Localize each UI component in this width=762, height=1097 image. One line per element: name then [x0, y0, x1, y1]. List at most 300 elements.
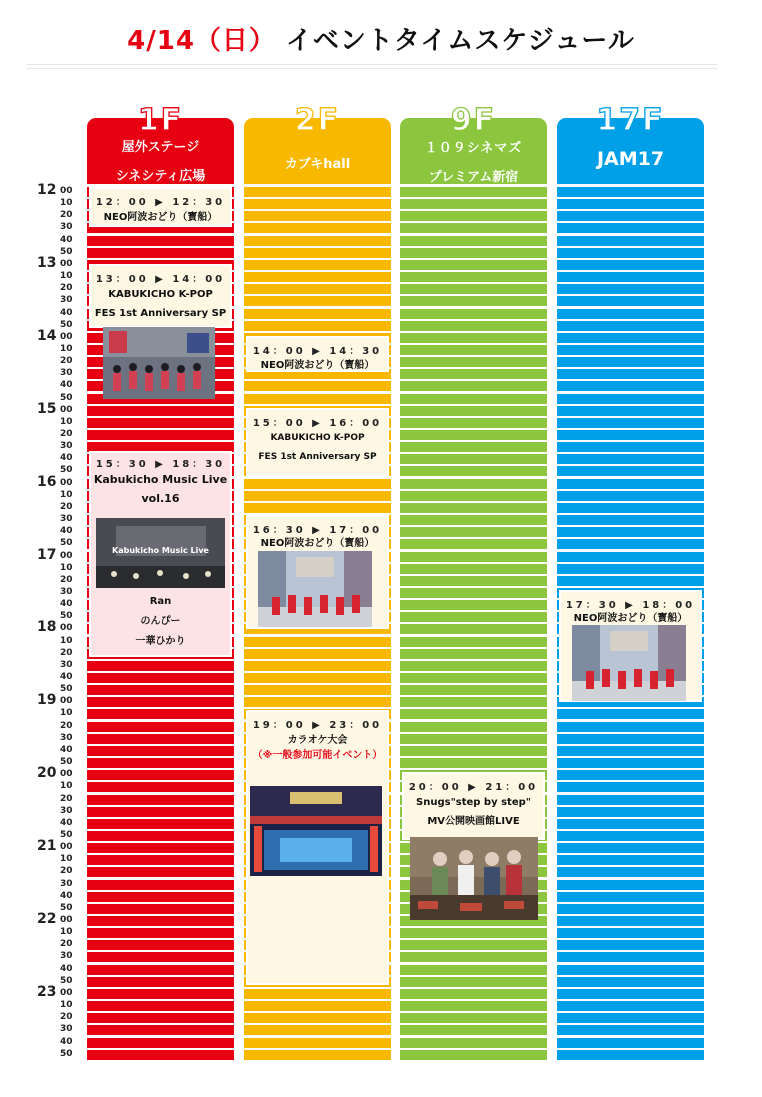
- time-slot: [400, 442, 547, 452]
- event-photo: [96, 518, 225, 588]
- minute-label: 30: [60, 586, 73, 597]
- minute-label: 20: [60, 939, 73, 950]
- time-slot: [400, 539, 547, 549]
- time-slot: [400, 491, 547, 501]
- time-slot: [557, 491, 704, 501]
- minute-label: 00: [60, 915, 73, 925]
- time-slot: [400, 466, 547, 476]
- hour-label: 18: [37, 619, 57, 636]
- event-card[interactable]: [246, 336, 389, 372]
- minute-label: 20: [60, 647, 73, 658]
- time-slot: [557, 223, 704, 233]
- time-slot: [557, 199, 704, 209]
- time-slot: [244, 1038, 391, 1048]
- time-slot: [557, 442, 704, 452]
- time-slot: [557, 333, 704, 343]
- minute-label: 00: [60, 550, 73, 561]
- event-time: 15：00 ▶ 16：00: [252, 418, 383, 429]
- minute-label: 10: [60, 708, 73, 719]
- event-time: 12：00 ▶ 12：30: [95, 197, 226, 208]
- time-slot: [244, 272, 391, 282]
- event-name: NEO阿波おどり（寳船）: [260, 360, 375, 371]
- minute-label: 40: [60, 453, 73, 464]
- time-slot: [244, 296, 391, 306]
- time-slot: [244, 1050, 391, 1060]
- event-name: NEO阿波おどり（寳船）: [260, 538, 375, 549]
- time-slot: [400, 564, 547, 574]
- time-slot: [400, 345, 547, 355]
- time-slot: [557, 309, 704, 319]
- hour-label: 19: [37, 692, 57, 709]
- performer-name: 一華ひかり: [135, 636, 186, 647]
- minute-label: 40: [60, 672, 73, 682]
- time-slot: [244, 199, 391, 209]
- floor-label-17f: 17F: [596, 103, 665, 138]
- time-slot: [400, 430, 547, 440]
- event-name: KABUKICHO K-POP FES 1st Anniversary SP: [94, 289, 227, 319]
- minute-label: 40: [60, 1036, 73, 1047]
- time-slot: [400, 1001, 547, 1011]
- minute-label: 30: [60, 659, 73, 670]
- time-slot: [400, 236, 547, 246]
- time-slot: [557, 722, 704, 732]
- time-slot: [244, 309, 391, 319]
- time-slot: [244, 989, 391, 999]
- event-name: Kabukicho Music Live vol.16: [93, 473, 228, 505]
- minute-label: 50: [60, 392, 73, 403]
- time-slot: [557, 503, 704, 513]
- minute-label: 50: [60, 1048, 73, 1059]
- hour-label: 15: [37, 400, 57, 417]
- event-card[interactable]: [402, 772, 545, 840]
- time-slot: [244, 491, 391, 501]
- minute-label: 50: [60, 319, 73, 330]
- title-text: イベントタイムスケジュール: [285, 26, 635, 56]
- minute-label: 00: [60, 331, 73, 342]
- minute-label: 30: [60, 514, 73, 525]
- time-slot: [400, 223, 547, 233]
- time-slot: [87, 1025, 234, 1035]
- event-time: 14：00 ▶ 14：30: [252, 346, 383, 357]
- event-time: 15：30 ▶ 18：30: [95, 459, 226, 470]
- time-slot: [557, 394, 704, 404]
- minute-label: 00: [60, 186, 73, 196]
- time-slot: [557, 782, 704, 792]
- time-slot: [244, 381, 391, 391]
- column-9f: [400, 103, 547, 1063]
- event-name: カラオケ大会: [287, 735, 348, 746]
- time-slot: [557, 515, 704, 525]
- time-slot: [244, 1025, 391, 1035]
- time-slot: [87, 709, 234, 719]
- minute-label: 50: [60, 902, 73, 913]
- time-slot: [400, 624, 547, 634]
- column-header-1f: [87, 103, 234, 184]
- minute-label: 20: [60, 429, 73, 439]
- time-slot: [244, 697, 391, 707]
- time-slot: [400, 637, 547, 647]
- time-slot: [400, 479, 547, 489]
- time-slot: [400, 284, 547, 294]
- time-slot: [244, 661, 391, 671]
- time-slot: [87, 734, 234, 744]
- time-slot: [557, 248, 704, 258]
- time-slot: [87, 989, 234, 999]
- time-slot: [557, 466, 704, 476]
- minute-label: 20: [60, 574, 73, 585]
- time-slot: [244, 236, 391, 246]
- time-slot: [244, 248, 391, 258]
- hour-label: 13: [37, 254, 57, 271]
- time-slot: [87, 685, 234, 695]
- floor-label-9f: 9F: [450, 103, 497, 138]
- venue-name-line2: プレミアム新宿: [428, 170, 519, 185]
- minute-label: 30: [60, 368, 73, 379]
- time-slot: [400, 746, 547, 756]
- time-slot: [557, 892, 704, 902]
- time-slot: [400, 612, 547, 622]
- minute-label: 10: [60, 562, 73, 573]
- minute-label: 20: [60, 356, 73, 367]
- time-slot: [400, 1050, 547, 1060]
- minute-label: 30: [60, 1024, 73, 1035]
- event-name: NEO阿波おどり（寳船）: [573, 613, 688, 624]
- time-slot: [244, 321, 391, 331]
- minute-label: 40: [60, 744, 73, 755]
- time-slot: [557, 296, 704, 306]
- venue-name-line2: シネシティ広場: [115, 169, 206, 184]
- time-slot: [87, 819, 234, 829]
- time-slot: [400, 928, 547, 938]
- column-header-9f: [400, 103, 547, 185]
- time-slot: [557, 831, 704, 841]
- time-slot: [557, 770, 704, 780]
- time-slot: [557, 916, 704, 926]
- time-slot: [87, 673, 234, 683]
- minute-label: 30: [60, 878, 73, 889]
- event-photo: [103, 327, 215, 399]
- time-slot: [400, 588, 547, 598]
- time-slot: [400, 1013, 547, 1023]
- minute-label: 00: [60, 258, 73, 269]
- time-slot: [557, 345, 704, 355]
- minute-label: 20: [60, 210, 73, 221]
- time-slot: [87, 867, 234, 877]
- time-slot: [400, 649, 547, 659]
- minute-label: 20: [60, 283, 73, 294]
- time-slot: [557, 940, 704, 950]
- time-slot: [400, 260, 547, 270]
- minute-label: 20: [60, 866, 73, 877]
- time-slot: [557, 855, 704, 865]
- time-slot: [400, 527, 547, 537]
- time-slot: [87, 430, 234, 440]
- time-slot: [87, 1001, 234, 1011]
- time-slot: [557, 260, 704, 270]
- time-slot: [557, 989, 704, 999]
- page-title: [0, 20, 762, 57]
- time-slot: [400, 309, 547, 319]
- time-slot: [400, 187, 547, 197]
- event-photo: [572, 625, 686, 701]
- minute-label: 50: [60, 684, 73, 695]
- event-note: （※一般参加可能イベント）: [252, 750, 383, 761]
- time-slot: [400, 977, 547, 987]
- floor-label-1f: 1F: [137, 103, 184, 138]
- time-slot: [400, 454, 547, 464]
- time-slot: [87, 406, 234, 416]
- time-slot: [400, 661, 547, 671]
- minute-label: 20: [60, 501, 73, 512]
- venue-name: カブキhall: [284, 157, 351, 172]
- floor-label-2f: 2F: [294, 103, 341, 138]
- time-slot: [557, 357, 704, 367]
- time-slot: [557, 1025, 704, 1035]
- event-name: Snugs"step by step" MV公開映画館LIVE: [416, 797, 531, 827]
- time-slot: [557, 576, 704, 586]
- time-slot: [400, 576, 547, 586]
- time-slot: [400, 600, 547, 610]
- time-slot: [557, 236, 704, 246]
- time-slot: [244, 649, 391, 659]
- time-slot: [400, 272, 547, 282]
- time-slot: [87, 928, 234, 938]
- time-slot: [87, 977, 234, 987]
- time-slot: [400, 697, 547, 707]
- minute-label: 50: [60, 975, 73, 986]
- time-slot: [400, 1038, 547, 1048]
- minute-label: 10: [60, 635, 73, 646]
- time-slot: [557, 1001, 704, 1011]
- time-slot: [400, 965, 547, 975]
- time-slot: [244, 211, 391, 221]
- time-slot: [400, 673, 547, 683]
- minute-label: 30: [60, 805, 73, 816]
- time-slot: [400, 394, 547, 404]
- time-slot: [557, 272, 704, 282]
- hour-label: 20: [37, 765, 57, 782]
- minute-label: 10: [60, 781, 73, 792]
- event-photo: [410, 837, 538, 920]
- time-slot: [87, 248, 234, 258]
- time-slot: [87, 661, 234, 671]
- minute-label: 10: [60, 927, 73, 938]
- time-slot: [400, 406, 547, 416]
- minute-label: 10: [60, 343, 73, 354]
- minute-label: 10: [60, 271, 73, 282]
- event-card[interactable]: [89, 264, 232, 328]
- time-slot: [87, 782, 234, 792]
- time-slot: [244, 223, 391, 233]
- minute-label: 30: [60, 441, 73, 452]
- performer-name: のんぴー: [140, 616, 181, 627]
- time-slot: [87, 916, 234, 926]
- time-slot: [87, 843, 234, 853]
- time-slot: [557, 734, 704, 744]
- time-slot: [400, 418, 547, 428]
- time-slot: [400, 758, 547, 768]
- minute-label: 00: [60, 696, 73, 707]
- time-slot: [400, 709, 547, 719]
- time-slot: [87, 795, 234, 805]
- time-slot: [557, 746, 704, 756]
- time-slot: [244, 503, 391, 513]
- time-slot: [400, 248, 547, 258]
- event-card[interactable]: [246, 408, 389, 476]
- time-slot: [557, 454, 704, 464]
- time-slot: [557, 479, 704, 489]
- time-slot: [557, 418, 704, 428]
- time-slot: [87, 831, 234, 841]
- hour-label: 12: [37, 182, 57, 198]
- hour-label: 22: [37, 911, 57, 927]
- minute-label: 40: [60, 817, 73, 828]
- minute-label: 00: [60, 987, 73, 998]
- column-header-2f: [244, 103, 391, 184]
- time-slot: [557, 977, 704, 987]
- time-slot: [400, 357, 547, 367]
- time-slot: [557, 539, 704, 549]
- event-time: 17：30 ▶ 18：00: [565, 600, 696, 611]
- time-slot: [400, 321, 547, 331]
- hour-label: 16: [37, 473, 57, 490]
- minute-label: 50: [60, 538, 73, 549]
- time-slot: [244, 187, 391, 197]
- minute-label: 10: [60, 198, 73, 209]
- time-slot: [400, 1025, 547, 1035]
- minute-label: 40: [60, 307, 73, 318]
- time-slot: [87, 1013, 234, 1023]
- minute-label: 10: [60, 1000, 73, 1011]
- minute-label: 40: [60, 234, 73, 245]
- time-slot: [244, 673, 391, 683]
- minute-label: 30: [60, 951, 73, 962]
- minute-label: 40: [60, 890, 73, 901]
- event-name: KABUKICHO K-POP FES 1st Anniversary SP: [258, 433, 377, 462]
- time-slot: [87, 892, 234, 902]
- time-slot: [244, 394, 391, 404]
- minute-label: 00: [60, 769, 73, 780]
- time-slot: [557, 709, 704, 719]
- event-time: 16：30 ▶ 17：00: [252, 525, 383, 536]
- time-slot: [87, 880, 234, 890]
- minute-label: 20: [60, 793, 73, 804]
- minute-label: 00: [60, 404, 73, 415]
- minute-label: 40: [60, 963, 73, 974]
- time-slot: [244, 260, 391, 270]
- time-slot: [557, 843, 704, 853]
- title-date: 4/14（日）: [127, 26, 276, 56]
- minute-label: 20: [60, 720, 73, 731]
- time-slot: [400, 989, 547, 999]
- event-card[interactable]: [89, 187, 232, 227]
- event-name: NEO阿波おどり（寳船）: [103, 212, 218, 223]
- column-header-17f: [557, 103, 704, 184]
- time-slot: [557, 928, 704, 938]
- minute-label: 30: [60, 295, 73, 306]
- hour-label: 17: [37, 546, 57, 563]
- time-slot: [87, 940, 234, 950]
- photo-caption: Kabukicho Music Live: [112, 546, 209, 555]
- time-slot: [557, 952, 704, 962]
- hour-label: 21: [37, 838, 57, 855]
- time-slot: [557, 1013, 704, 1023]
- time-slot: [557, 527, 704, 537]
- event-photo: [250, 786, 382, 876]
- time-slot: [87, 904, 234, 914]
- time-slot: [400, 333, 547, 343]
- time-slot: [400, 552, 547, 562]
- time-slot: [557, 965, 704, 975]
- time-slot: [557, 406, 704, 416]
- time-slot: [400, 515, 547, 525]
- event-time: 20：00 ▶ 21：00: [408, 782, 539, 793]
- time-slot: [557, 552, 704, 562]
- time-slot: [87, 746, 234, 756]
- minute-label: 20: [60, 1012, 73, 1023]
- hour-label: 14: [37, 327, 57, 344]
- minute-label: 40: [60, 599, 73, 610]
- minute-label: 50: [60, 465, 73, 476]
- event-time: 19：00 ▶ 23：00: [252, 720, 383, 731]
- time-slot: [400, 369, 547, 379]
- minute-label: 30: [60, 222, 73, 233]
- title-divider: [26, 64, 718, 69]
- time-slot: [557, 807, 704, 817]
- venue-name: JAM17: [596, 148, 665, 170]
- time-slot: [557, 867, 704, 877]
- time-slot: [557, 381, 704, 391]
- minute-label: 40: [60, 380, 73, 391]
- time-slot: [87, 855, 234, 865]
- event-photo: [258, 551, 372, 627]
- time-slot: [557, 1038, 704, 1048]
- time-slot: [87, 236, 234, 246]
- time-slot: [400, 952, 547, 962]
- time-slot: [87, 1038, 234, 1048]
- minute-label: 10: [60, 489, 73, 500]
- minute-label: 50: [60, 246, 73, 257]
- time-slot: [244, 685, 391, 695]
- time-slot: [244, 637, 391, 647]
- event-time: 13：00 ▶ 14：00: [95, 274, 226, 285]
- hour-label: 23: [37, 983, 57, 1000]
- time-slot: [557, 187, 704, 197]
- time-slot: [87, 418, 234, 428]
- minute-label: 50: [60, 757, 73, 768]
- time-slot: [557, 369, 704, 379]
- time-slot: [87, 770, 234, 780]
- time-slot: [87, 697, 234, 707]
- time-slot: [244, 1013, 391, 1023]
- time-slot: [400, 722, 547, 732]
- time-slot: [87, 965, 234, 975]
- time-slot: [557, 758, 704, 768]
- venue-name-line1: １０９シネマズ: [424, 141, 523, 156]
- time-slot: [87, 758, 234, 768]
- time-slot: [557, 211, 704, 221]
- time-slot: [400, 940, 547, 950]
- minute-label: 40: [60, 526, 73, 537]
- time-slot: [557, 284, 704, 294]
- time-slot: [557, 880, 704, 890]
- time-slot: [557, 1050, 704, 1060]
- time-slot: [400, 503, 547, 513]
- minute-label: 30: [60, 732, 73, 743]
- time-slot: [557, 795, 704, 805]
- time-slot: [244, 479, 391, 489]
- time-slot: [557, 564, 704, 574]
